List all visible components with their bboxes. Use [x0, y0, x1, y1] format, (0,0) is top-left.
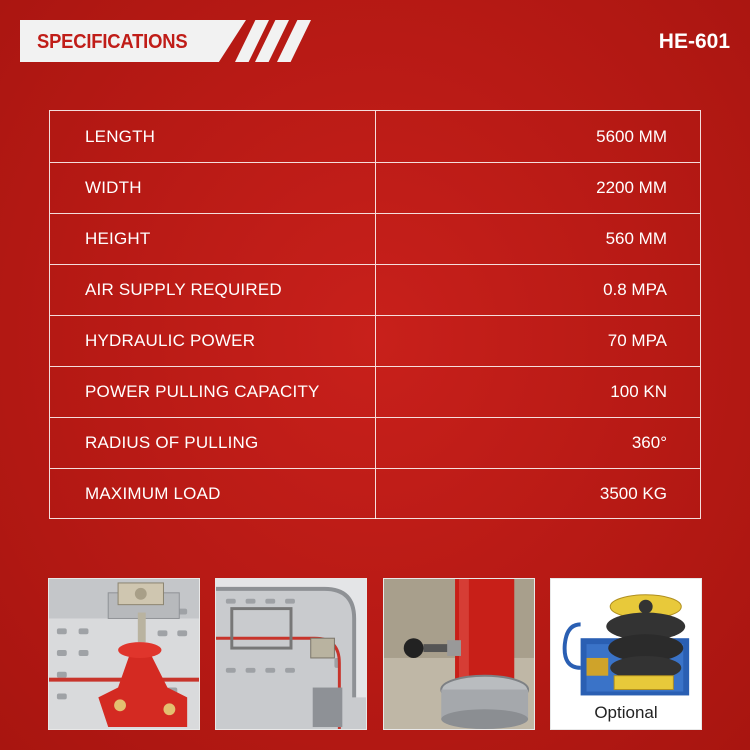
spec-value: 2200 MM	[596, 178, 667, 197]
spec-label: POWER PULLING CAPACITY	[85, 382, 320, 401]
column-divider	[375, 418, 376, 468]
bench-clamp-icon	[49, 579, 199, 729]
page-title: SPECIFICATIONS	[37, 31, 188, 53]
spec-value: 5600 MM	[596, 126, 667, 146]
column-divider	[375, 367, 376, 417]
tower-pivot-photo	[383, 578, 535, 730]
air-jack-photo	[550, 578, 702, 730]
photo-caption: Optional	[594, 703, 658, 722]
spec-row	[50, 417, 700, 468]
spec-value: 0.8 MPA	[603, 280, 667, 299]
column-divider	[375, 316, 376, 366]
spec-row	[50, 162, 700, 213]
spec-label: RADIUS OF PULLING	[85, 433, 259, 452]
frame-rail-icon	[216, 579, 366, 729]
spec-label: MAXIMUM LOAD	[85, 484, 221, 503]
bench-clamp-photo	[48, 578, 200, 730]
column-divider	[375, 265, 376, 315]
spec-row	[50, 213, 700, 264]
spec-value: 100 KN	[610, 382, 667, 401]
spec-row	[50, 264, 700, 315]
spec-label: HEIGHT	[85, 229, 151, 248]
spec-label: WIDTH	[85, 178, 142, 197]
spec-label: AIR SUPPLY REQUIRED	[85, 280, 282, 299]
column-divider	[375, 469, 376, 519]
spec-value: 560 MM	[605, 229, 667, 248]
spec-value: 360°	[631, 433, 667, 452]
spec-row	[50, 111, 700, 162]
spec-value: 70 MPA	[607, 331, 667, 350]
column-divider	[375, 163, 376, 213]
spec-row	[50, 366, 700, 417]
model-number: HE-601	[658, 30, 730, 53]
spec-value: 3500 KG	[599, 484, 667, 503]
spec-label: HYDRAULIC POWER	[85, 331, 256, 350]
spec-label: LENGTH	[85, 126, 156, 146]
column-divider	[375, 111, 376, 162]
tower-pivot-icon	[384, 579, 534, 729]
column-divider	[375, 214, 376, 264]
frame-rail-photo	[215, 578, 367, 730]
spec-row	[50, 315, 700, 366]
spec-table	[49, 110, 701, 519]
spec-row	[50, 468, 700, 519]
